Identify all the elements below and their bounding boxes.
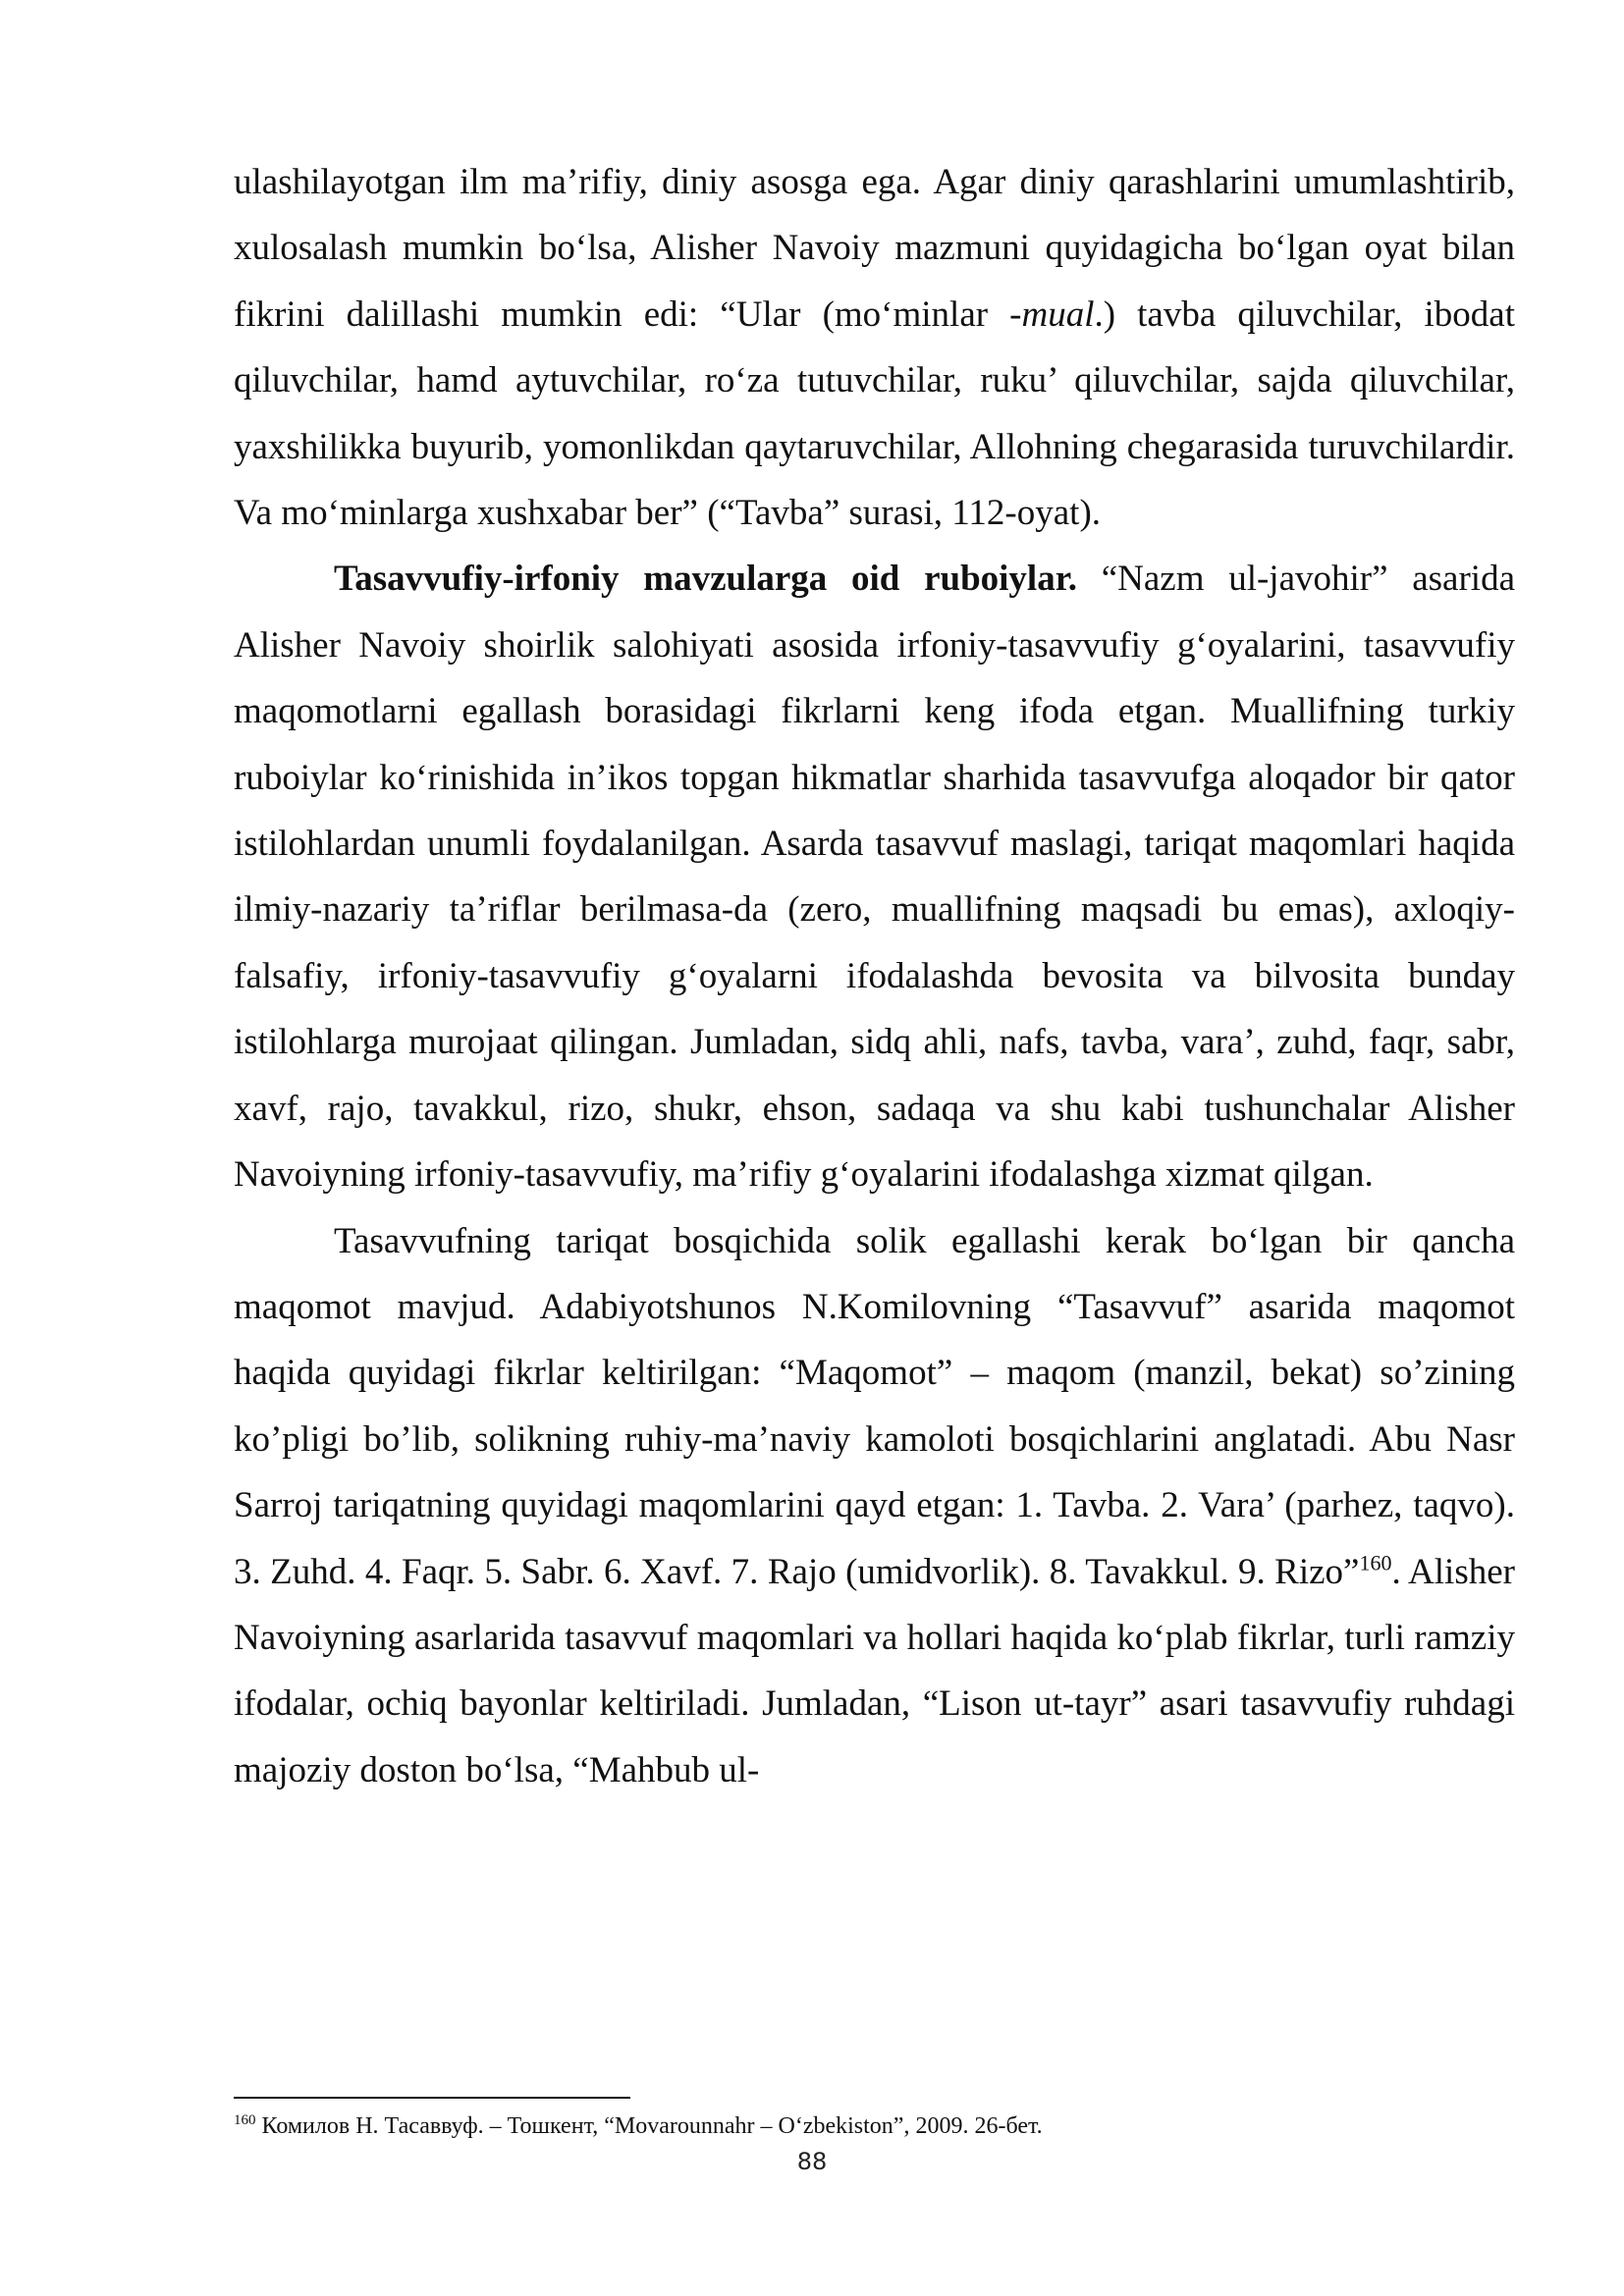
footnote xyxy=(234,2110,1515,2142)
footnote-reference: 160 xyxy=(1359,1550,1392,1575)
paragraph-1 xyxy=(234,149,1515,546)
paragraph-3-text-a: Tasavvufning tariqat bosqichida solik egallashi kerak bo‘lgan bir qancha maqomot mavjud. Adabiyotshunos N.Komilovning “Tasavvuf” asarida maqomot haqida quyidagi fikrlar keltirilgan: “Maqomot” – maqom (manzil, bekat) so’zining ko’pligi bo’lib, solikning ruhiy-ma’naviy kamoloti bosqichlarini anglatadi. Abu Nasr Sarroj tariqatning quyidagi maqomlarini qayd etgan: 1. Tavba. 2. Vara’ (parhez, taqvo). 3. Zuhd. 4. Faqr. 5. Sabr. 6. Xavf. 7. Rajo (umidvorlik). 8. Tavakkul. 9. Rizo” xyxy=(234,1220,1515,1592)
paragraph-2 xyxy=(234,546,1515,1207)
paragraph-2-text: “Nazm ul-javohir” asarida Alisher Navoiy shoirlik salohiyati asosida irfoniy-tasavvufiy g‘oyalarini, tasavvufiy maqomotlarni egallash borasidagi fikrlarni keng ifoda etgan. Muallifning turkiy ruboiylar ko‘rinishida in’ikos topgan hikmatlar sharhida tasavvufga aloqador bir qator istilohlardan unumli foydalanilgan. Asarda tasavvuf maslagi, tariqat maqomlari haqida ilmiy-nazariy ta’riflar berilmasa-da (zero, muallifning maqsadi bu emas), axloqiy-falsafiy, irfoniy-tasavvufiy g‘oyalarni ifodalashda bevosita va bilvosita bunday istilohlarga murojaat qilingan. Jumladan, sidq ahli, nafs, tavba, vara’, zuhd, faqr, sabr, xavf, rajo, tavakkul, rizo, shukr, ehson, sadaqa va shu kabi tushunchalar Alisher Navoiyning irfoniy-tasavvufiy, ma’rifiy g‘oyalarini ifodalashga xizmat qilgan. xyxy=(234,559,1515,1196)
main-text xyxy=(234,149,1515,1803)
footnote-text: Комилов Н. Тасаввуф. – Тошкент, “Movarounnahr – O‘zbekiston”, 2009. 26-бет. xyxy=(255,2113,1043,2139)
footnote-separator xyxy=(234,2097,630,2099)
paragraph-3-text-b: . Alisher Navoiyning asarlarida tasavvuf maqomlari va hollari haqida ko‘plab fikrlar, turli ramziy ifodalar, ochiq bayonlar keltiriladi. Jumladan, “Lison ut-tayr” asari tasavvufiy ruhdagi majoziy doston bo‘lsa, “Mahbub ul- xyxy=(234,1551,1515,1790)
paragraph-3 xyxy=(234,1208,1515,1804)
paragraph-1-text-b: .) tavba qiluvchilar, ibodat qiluvchilar, hamd aytuvchilar, ro‘za tutuvchilar, ruku’ qiluvchilar, sajda qiluvchilar, yaxshilikka buyurib, yomonlikdan qaytaruvchilar, Allohning chegarasida turuvchilardir. Va mo‘minlarga xushxabar ber” (“Tavba” surasi, 112-oyat). xyxy=(234,294,1515,534)
paragraph-1-italic: mual xyxy=(1021,294,1095,335)
section-heading: Tasavvufiy-irfoniy mavzularga oid ruboiylar. xyxy=(334,559,1077,600)
page-number: 88 xyxy=(796,2148,828,2175)
paragraph-1-text-a: ulashilayotgan ilm ma’rifiy, diniy asosga ega. Agar diniy qarashlarini umumlashtirib, xulosalash mumkin bo‘lsa, Alisher Navoiy mazmuni quyidagicha bo‘lgan oyat bilan fikrini dalillashi mumkin edi: “Ular (mo‘minlar - xyxy=(234,162,1515,335)
footnote-number: 160 xyxy=(234,2112,256,2128)
